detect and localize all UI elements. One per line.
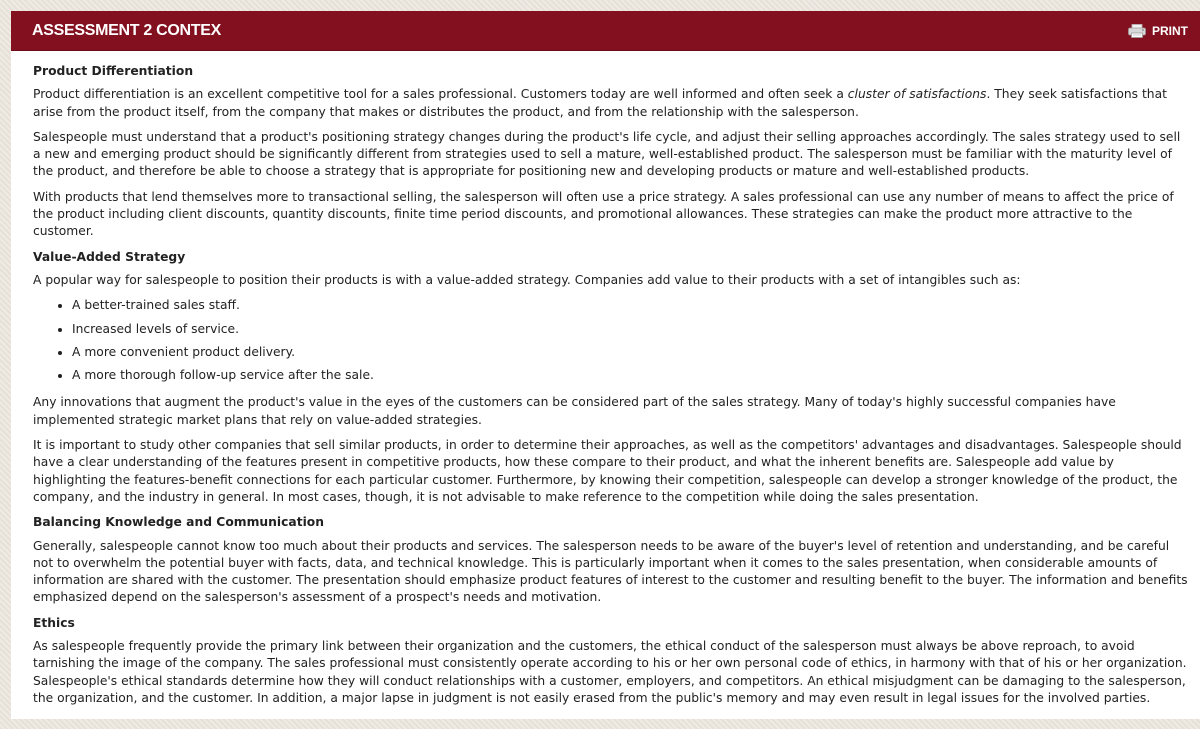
page-title: ASSESSMENT 2 CONTEX xyxy=(32,21,222,39)
paragraph xyxy=(33,86,1190,121)
list-item: • A better-trained sales staff. xyxy=(72,297,1190,314)
header-bar xyxy=(11,11,1200,51)
list-item: • Increased levels of service. xyxy=(72,321,1190,338)
paragraph: Salespeople must understand that a product's positioning strategy changes during the product's life cycle, and adjust their selling approaches accordingly. The sales strategy used to sell a new and emerging product should be significantly different from strategies used to sell a mature, well-established product. The salesperson must be familiar with the maturity level of the product, and therefore be able to choose a strategy that is appropriate for positioning new and developing products or mature and well-established products. xyxy=(33,129,1181,179)
bullet-list xyxy=(33,297,1190,384)
heading-product-differentiation: Product Differentiation xyxy=(33,64,194,78)
heading-value-added-strategy: Value-Added Strategy xyxy=(33,249,186,264)
article-body xyxy=(11,51,1200,707)
list-item: • A more thorough follow-up service after the sale. xyxy=(72,367,1190,384)
paragraph: It is important to study other companies that sell similar products, in order to determine their approaches, as well as the competitors' advantages and disadvantages. Salespeople should have a clear understanding of the features present in competitive products, how these compare to their product, and what the inherent benefits are. Salespeople add value by highlighting the features-benefit connections for each particular customer. Furthermore, by knowing their competition, salespeople can develop a stronger knowledge of the product, the company, and the industry in general. In most cases, though, it is not advisable to make reference to the competition while doing the sales presentation. xyxy=(33,438,1182,504)
paragraph: As salespeople frequently provide the primary link between their organization and the customers, the ethical conduct of the salesperson must always be above reproach, to avoid tarnishing the image of the company. The sales professional must consistently operate according to his or her own personal code of ethics, in harmony with that of his or her organization. Salespeople's ethical standards determine how they will conduct relationships with a customer, employers, and competitors. An ethical misjudgment can be damaging to the salesperson, the organization, and the customer. In addition, a major lapse in judgment is not easily erased from the public's memory and may even result in legal issues for the involved parties. xyxy=(33,639,1187,705)
paragraph: With products that lend themselves more to transactional selling, the salesperson will often use a price strategy. A sales professional can use any number of means to affect the price of the product including client discounts, quantity discounts, finite time period discounts, and promotional allowances. These strategies can make the product more attractive to the customer. xyxy=(33,189,1174,239)
paragraph-text: . They seek satisfactions that arise from the product itself, from the company that makes or distributes the product, and from the relationship with the salesperson. xyxy=(33,87,1167,119)
paragraph: Any innovations that augment the product's value in the eyes of the customers can be considered part of the sales strategy. Many of today's highly successful companies have implemented strategic market plans that rely on value-added strategies. xyxy=(33,395,1116,427)
heading-ethics: Ethics xyxy=(33,615,75,630)
print-label: PRINT xyxy=(1152,23,1188,38)
emphasis-text: cluster of satisfactions xyxy=(847,87,987,102)
paragraph: A popular way for salespeople to position their products is with a value-added strategy. Companies add value to their products with a set of intangibles such as: xyxy=(33,272,1021,287)
heading-balancing-knowledge: Balancing Knowledge and Communication xyxy=(33,515,324,530)
paragraph: Generally, salespeople cannot know too much about their products and services. The salesperson needs to be aware of the buyer's level of retention and understanding, and be careful not to overwhelm the potential buyer with facts, data, and technical knowledge. This is particularly important when it comes to the sales presentation, when considerable amounts of information are shared with the customer. The presentation should emphasize product features of interest to the customer and resulting benefit to the buyer. The information and benefits emphasized depend on the salesperson's assessment of a prospect's needs and motivation. xyxy=(33,538,1188,605)
content-panel xyxy=(11,11,1200,719)
printer-icon xyxy=(1128,24,1146,38)
print-button[interactable] xyxy=(1128,24,1188,38)
list-item: • A more convenient product delivery. xyxy=(72,344,1190,361)
paragraph-text: Product differentiation is an excellent competitive tool for a sales professional. Customers today are well informed and often seek a xyxy=(33,87,848,102)
